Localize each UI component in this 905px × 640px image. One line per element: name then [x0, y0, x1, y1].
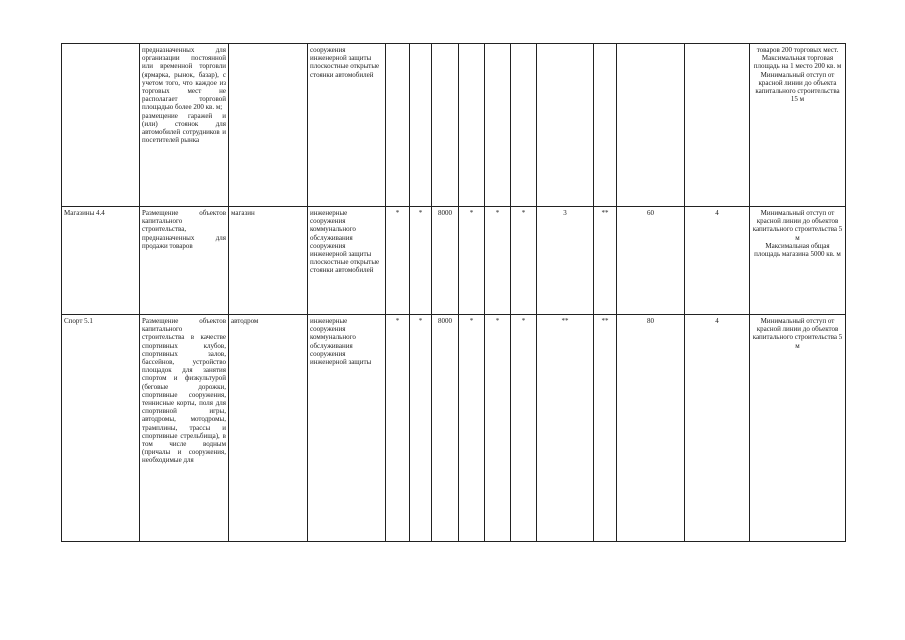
cell-param-9: *	[485, 207, 511, 315]
cell-use-name: Магазины 4.4	[62, 207, 140, 315]
table-row	[62, 207, 846, 315]
cell-notes: Минимальный отступ от красной линии до объектов капитального строительства 5 м Максимальная общая площадь магазина 5000 кв. м	[750, 207, 846, 315]
cell-infrastructure: инженерные сооружения коммунального обслуживания сооружения инженерной защиты плоскостные открытые стоянки автомобилей	[308, 207, 386, 315]
table-row	[62, 315, 846, 542]
zoning-table	[61, 43, 846, 542]
cell-param-12: **	[594, 207, 617, 315]
cell-param-7: 8000	[432, 207, 459, 315]
cell-use-description: Размещение объектов капитального строительства, предназначенных для продажи товаров	[140, 207, 229, 315]
cell-param-11	[537, 44, 594, 207]
cell-param-13: 80	[617, 315, 685, 542]
cell-param-10: *	[511, 315, 537, 542]
table-row	[62, 44, 846, 207]
cell-notes: Минимальный отступ от красной линии до объектов капитального строительства 5 м	[750, 315, 846, 542]
cell-object-type: автодром	[229, 315, 308, 542]
cell-param-6: *	[410, 315, 432, 542]
cell-param-5	[386, 44, 410, 207]
cell-param-7	[432, 44, 459, 207]
cell-infrastructure: инженерные сооружения коммунального обслуживания сооружения инженерной защиты	[308, 315, 386, 542]
cell-param-13	[617, 44, 685, 207]
cell-use-name: Спорт 5.1	[62, 315, 140, 542]
cell-param-9	[485, 44, 511, 207]
cell-object-type	[229, 44, 308, 207]
cell-param-5: *	[386, 315, 410, 542]
cell-param-11: 3	[537, 207, 594, 315]
cell-infrastructure: сооружения инженерной защиты плоскостные открытые стоянки автомобилей	[308, 44, 386, 207]
cell-param-14: 4	[685, 207, 750, 315]
cell-param-10	[511, 44, 537, 207]
cell-param-14	[685, 44, 750, 207]
cell-param-7: 8000	[432, 315, 459, 542]
cell-param-12	[594, 44, 617, 207]
cell-param-8: *	[459, 315, 485, 542]
cell-param-12: **	[594, 315, 617, 542]
cell-param-11: **	[537, 315, 594, 542]
cell-param-6	[410, 44, 432, 207]
cell-param-9: *	[485, 315, 511, 542]
cell-param-13: 60	[617, 207, 685, 315]
cell-param-14: 4	[685, 315, 750, 542]
cell-use-description: Размещение объектов капитального строительства в качестве спортивных клубов, спортивных залов, бассейнов, устройство площадок для занятия спортом и физкультурой (беговые дорожки, спортивные сооружения, теннисные корты, поля для спортивной игры, автодромы, мотодромы, трамплины, трассы и спортивные стрельбища), в том числе водным (причалы и сооружения, необходимые для	[140, 315, 229, 542]
cell-object-type: магазин	[229, 207, 308, 315]
cell-use-name	[62, 44, 140, 207]
cell-param-8: *	[459, 207, 485, 315]
cell-notes: товаров 200 торговых мест. Максимальная торговая площадь на 1 место 200 кв. м Минимальный отступ от красной линии до объекта капитального строительства 15 м	[750, 44, 846, 207]
cell-param-6: *	[410, 207, 432, 315]
cell-param-8	[459, 44, 485, 207]
cell-param-5: *	[386, 207, 410, 315]
cell-use-description: предназначенных для организации постоянной или временной торговли (ярмарка, рынок, базар), с учетом того, что каждое из торговых мест не располагает торговой площадью более 200 кв. м; размещение гаражей и (или) стоянок для автомобилей сотрудников и посетителей рынка	[140, 44, 229, 207]
cell-param-10: *	[511, 207, 537, 315]
